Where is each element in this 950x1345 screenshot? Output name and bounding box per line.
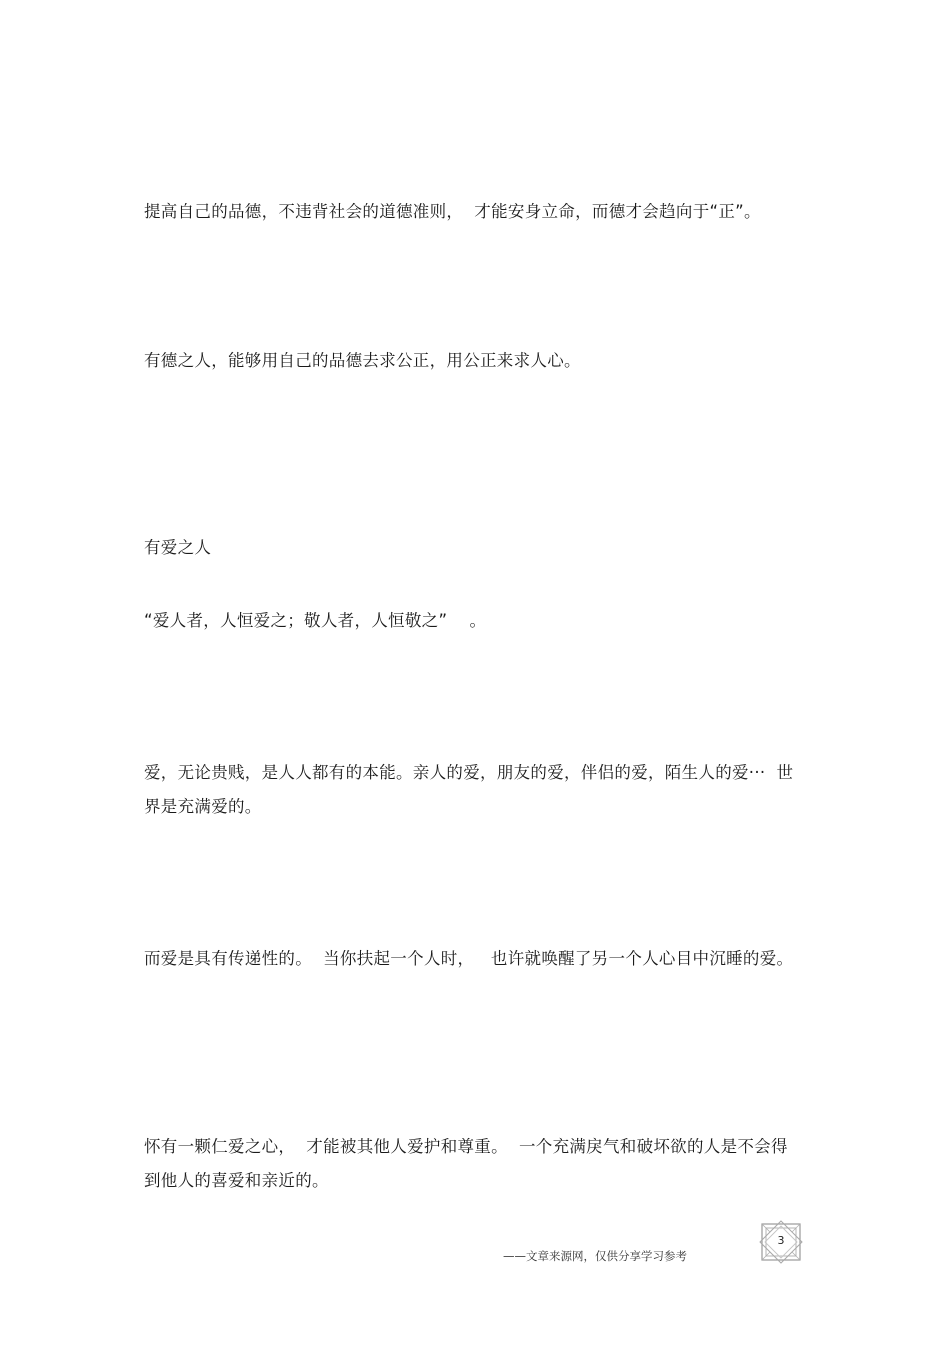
paragraph-love-instinct: 爱，无论贵贱，是人人都有的本能。亲人的爱，朋友的爱，伴侣的爱，陌生人的爱··· 世界是充满爱的。	[144, 763, 794, 816]
paragraph-love-transmission: 而爱是具有传递性的。 当你扶起一个人时， 也许就唤醒了另一个人心目中沉睡的爱。	[144, 949, 794, 968]
paragraph-virtuous-person: 有德之人，能够用自己的品德去求公正，用公正来求人心。	[144, 351, 581, 370]
page-number-badge	[758, 1220, 804, 1264]
paragraph-virtue-standard: 提高自己的品德，不违背社会的道德准则， 才能安身立命，而德才会趋向于“正”。	[144, 202, 761, 221]
paragraph-benevolence: 怀有一颗仁爱之心， 才能被其他人爱护和尊重。 一个充满戾气和破坏欲的人是不会得到他人的喜爱和亲近的。	[144, 1137, 788, 1190]
paragraph-quote: “爱人者，人恒爱之；敬人者，人恒敬之” 。	[144, 611, 487, 630]
footer-source-note: ——文章来源网，仅供分享学习参考	[503, 1249, 687, 1263]
page-number: 3	[777, 1234, 785, 1247]
section-heading-loving-person: 有爱之人	[144, 538, 212, 557]
